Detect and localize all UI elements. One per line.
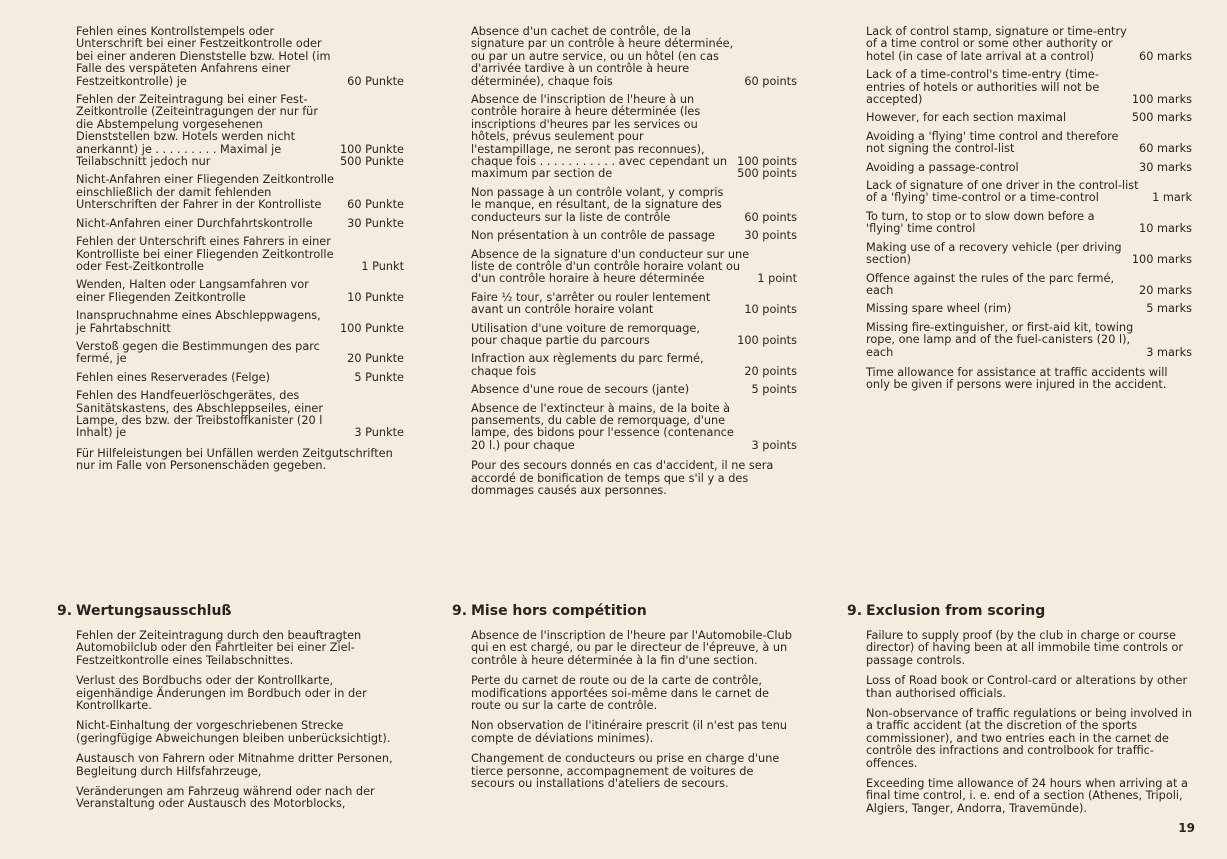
penalty-value: 100 marks (1131, 253, 1192, 267)
penalty-value: 30 points (744, 229, 797, 243)
french-section-9 (452, 602, 797, 798)
penalty-value: 60 Punkte (347, 74, 404, 88)
penalty-value: 60 Punkte (347, 198, 404, 212)
penalty-text: Utilisation d'une voiture de remorquage, pour chaque partie du parcours (471, 321, 700, 347)
penalty-values (340, 323, 404, 335)
penalty-value: 500 points (737, 167, 797, 181)
penalty-text: Lack of signature of one driver in the control-list of a 'flying' time-control or a time-control (866, 179, 1139, 205)
penalty-values (347, 218, 404, 230)
penalty-value: 100 points (737, 155, 797, 169)
section-title: Exclusion from scoring (866, 603, 1046, 619)
penalty-values (744, 366, 797, 378)
penalty-text: Fehlen der Unterschrift eines Fahrers in einer Kontrolliste bei einer Fliegenden Zeitkontrolle oder Fest-Zeitkontrolle (76, 235, 334, 273)
penalty-text: Avoiding a passage-control (866, 160, 1019, 174)
penalty-values (347, 353, 404, 365)
penalty-entry (866, 242, 1192, 267)
penalty-value: 3 points (751, 438, 797, 452)
penalty-entry (866, 273, 1192, 298)
penalty-entry (76, 236, 404, 273)
penalty-entry (471, 26, 797, 88)
penalty-text: Lack of control stamp, signature or time-entry of a time control or some other authority or hotel (in case of late arrival at a control) (866, 25, 1127, 63)
penalty-values (1139, 285, 1192, 297)
penalty-values (1132, 112, 1192, 124)
penalty-values (1146, 303, 1192, 315)
section-number: 9. (452, 603, 468, 619)
penalty-values (1139, 223, 1192, 235)
penalty-value: 10 points (744, 303, 797, 317)
section-item: Austausch von Fahrern oder Mitnahme dritter Personen, Begleitung durch Hilfsfahrzeuge, (76, 752, 393, 778)
penalty-entry (471, 353, 797, 378)
penalty-entry (866, 112, 1192, 124)
penalty-values (1132, 94, 1192, 106)
penalty-value: 1 Punkt (361, 259, 404, 273)
penalty-value: 500 marks (1131, 111, 1192, 125)
penalty-text: Avoiding a 'flying' time control and therefore not signing the control-list (866, 129, 1119, 156)
penalty-value: 100 Punkte (339, 142, 404, 156)
penalty-text: To turn, to stop or to slow down before a 'flying' time control (866, 209, 1095, 236)
penalty-values (744, 304, 797, 316)
penalty-text: Absence de l'extincteur à mains, de la boite à pansements, du cable de remorquage, d'une lampe, des bidons pour l'essence (contenance 20 l.) pour chaque (471, 401, 734, 452)
penalty-text: However, for each section maximal (866, 111, 1067, 125)
penalty-value: 60 points (744, 74, 797, 88)
penalty-entry (76, 390, 404, 440)
section-item: Verlust des Bordbuchs oder der Kontrollkarte, eigenhändige Änderungen im Bordbuch oder in der Kontrollkarte. (76, 674, 367, 713)
penalty-value: 30 marks (1139, 160, 1192, 174)
penalty-values (737, 156, 797, 181)
page-number: 19 (1178, 821, 1195, 835)
penalty-entry (866, 303, 1192, 315)
penalty-value: 5 points (751, 383, 797, 397)
penalty-entry (76, 310, 404, 335)
penalty-value: 500 Punkte (339, 155, 404, 169)
penalty-values (752, 440, 797, 452)
penalty-entry (76, 372, 404, 384)
penalty-entry (76, 341, 404, 366)
section-heading (452, 602, 797, 620)
penalty-values (354, 372, 404, 384)
section-title: Mise hors compétition (471, 603, 647, 619)
penalty-entry (866, 26, 1192, 63)
french-penalty-list (471, 26, 797, 497)
penalty-text: Missing fire-extinguisher, or first-aid kit, towing rope, one lamp and of the fuel-canisters (20 l), each (866, 320, 1134, 359)
penalty-entry (471, 249, 797, 286)
penalty-values (354, 427, 404, 439)
penalty-values (737, 335, 797, 347)
penalty-values (1146, 347, 1192, 359)
section-heading (847, 602, 1192, 620)
penalty-text: Fehlen eines Kontrollstempels oder Unterschrift bei einer Festzeitkontrolle oder bei einer anderen Dienststelle bzw. Hotel (im Falle des verspäteten Anfahrens einer Festzeitkontrolle) je (76, 25, 331, 88)
penalty-values (744, 76, 797, 88)
penalty-entry (471, 403, 797, 453)
penalty-values (1139, 143, 1192, 155)
penalty-value: 20 points (744, 364, 797, 378)
penalty-value: 60 points (744, 210, 797, 224)
penalty-entry (866, 322, 1192, 359)
penalty-text: Fehlen der Zeiteintragung bei einer Fest-Zeitkontrolle (Zeiteintragungen der nur für die Abstempelung vorgesehenen Dienststellen bzw. Hotels werden nicht anerkannt) je . . . . . . . . . Maximal je Teilabschnitt jedoch nur (76, 93, 318, 169)
penalty-text: Nicht-Anfahren einer Fliegenden Zeitkontrolle einschließlich der damit fehlenden Unterschriften der Fahrer in der Kontrolliste (76, 173, 335, 212)
penalty-entry (76, 218, 404, 230)
section-item: Nicht-Einhaltung der vorgeschriebenen Strecke (geringfügige Abweichungen bleiben unberücksichtigt). (76, 719, 391, 745)
penalty-value: 20 Punkte (347, 352, 404, 366)
section-number: 9. (847, 603, 863, 619)
penalty-text: Infraction aux règlements du parc fermé, chaque fois (471, 352, 704, 378)
penalty-value: 30 Punkte (347, 216, 404, 230)
penalty-value: 1 point (757, 272, 797, 286)
german-penalty-list (76, 26, 404, 473)
penalty-text: Lack of a time-control's time-entry (time-entries of hotels or authorities will not be accepted) (866, 68, 1100, 107)
penalty-entry (76, 174, 404, 211)
penalty-values (744, 230, 797, 242)
section-item: Non observation de l'itinéraire prescrit (il n'est pas tenu compte de déviations minimes). (471, 719, 788, 745)
section-item: Perte du carnet de route ou de la carte de contrôle, modifications apportées soi-même dans le carnet de route ou sur la carte de contrôle. (471, 674, 769, 713)
penalty-values (1152, 192, 1192, 204)
penalty-value: 5 marks (1146, 302, 1192, 316)
penalty-text: Absence d'un cachet de contrôle, de la signature par un contrôle à heure déterminée, ou par un autre service, ou un hôtel (en cas d'arrivée tardive à un contrôle à heure déterminée), chaque fois (471, 25, 734, 88)
penalty-values (347, 76, 404, 88)
penalty-entry (76, 26, 404, 88)
penalty-text: Non présentation à un contrôle de passage (471, 229, 715, 243)
penalty-entry (471, 323, 797, 348)
penalty-value: 3 marks (1146, 345, 1192, 359)
penalty-value: 1 mark (1152, 191, 1192, 205)
penalty-text: Offence against the rules of the parc fermé, each (866, 271, 1115, 297)
penalty-entry (76, 279, 404, 304)
penalty-text: Missing spare wheel (rim) (866, 302, 1012, 316)
penalty-values (1139, 51, 1192, 63)
penalty-text: Absence d'une roue de secours (jante) (471, 383, 690, 397)
section-item: Failure to supply proof (by the club in charge or course director) of having been at all immobile time controls or passage controls. (866, 629, 1184, 667)
penalty-values (757, 273, 797, 285)
penalty-entry (866, 131, 1192, 156)
penalty-entry (471, 384, 797, 396)
section-item: Veränderungen am Fahrzeug während oder nach der Veranstaltung oder Austausch des Motorblocks, (76, 785, 375, 811)
penalty-values (744, 212, 797, 224)
penalty-entry (76, 94, 404, 168)
penalty-entry (471, 292, 797, 317)
penalty-entry (866, 69, 1192, 106)
penalty-value: 5 Punkte (354, 370, 404, 384)
penalty-text: Wenden, Halten oder Langsamfahren vor einer Fliegenden Zeitkontrolle (76, 278, 309, 304)
penalty-value: 100 marks (1131, 93, 1192, 107)
penalty-value: 60 marks (1139, 142, 1192, 156)
assistance-note: Für Hilfeleistungen bei Unfällen werden Zeitgutschriften nur im Falle von Personenschäden gegeben. (76, 446, 393, 473)
penalty-values (347, 199, 404, 211)
penalty-text: Non passage à un contrôle volant, y compris le manque, en résultant, de la signature des conducteurs sur la liste de contrôle (471, 185, 724, 224)
english-section-9 (847, 602, 1193, 823)
penalty-values (361, 261, 404, 273)
penalty-values (752, 384, 797, 396)
section-item: Absence de l'inscription de l'heure par l'Automobile-Club qui en est chargé, ou par le directeur de l'épreuve, à un contrôle à heure déterminée à la fin d'une section. (471, 629, 792, 667)
penalty-text: Inanspruchnahme eines Abschleppwagens, je Fahrtabschnitt (76, 309, 321, 335)
penalty-value: 60 marks (1139, 49, 1192, 63)
penalty-entry (471, 94, 797, 181)
penalty-text: Nicht-Anfahren einer Durchfahrtskontrolle (76, 216, 313, 230)
penalty-value: 20 marks (1139, 283, 1192, 297)
section-number: 9. (57, 603, 73, 619)
penalty-text: Verstoß gegen die Bestimmungen des parc fermé, je (76, 339, 320, 366)
assistance-note: Pour des secours donnés en cas d'accident, il ne sera accordé de bonification de temps que s'il y a des dommages causés aux personnes. (471, 459, 774, 497)
penalty-value: 10 marks (1139, 222, 1192, 236)
penalty-entry (471, 230, 797, 242)
section-heading (57, 602, 404, 620)
penalty-values (347, 292, 404, 304)
penalty-value: 10 Punkte (347, 290, 404, 304)
section-item: Non-observance of traffic regulations or being involved in a traffic accident (at the discretion of the sports commissioner), and two entries each in the carnet de contrôle des infractions and controlbook for traffic-offences. (866, 707, 1193, 770)
penalty-value: 3 Punkte (354, 426, 404, 440)
penalty-text: Making use of a recovery vehicle (per driving section) (866, 240, 1122, 267)
section-item: Loss of Road book or Control-card or alterations by other than authorised officials. (866, 674, 1188, 700)
penalty-values (1132, 254, 1192, 266)
penalty-text: Faire ½ tour, s'arrêter ou rouler lentement avant un contrôle horaire volant (471, 290, 711, 317)
penalty-values (340, 144, 404, 169)
section-item: Changement de conducteurs ou prise en charge d'une tierce personne, accompagnement de voitures de secours ou installations d'ateliers de secours. (471, 752, 780, 791)
section-title: Wertungsausschluß (76, 603, 232, 619)
penalty-text: Absence de la signature d'un conducteur sur une liste de contrôle d'un contrôle horaire volant ou d'un contrôle horaire à heure déterminée (471, 247, 750, 286)
penalty-entry (866, 211, 1192, 236)
assistance-note: Time allowance for assistance at traffic accidents will only be given if persons were injured in the accident. (866, 365, 1168, 392)
german-section-9 (57, 602, 404, 819)
penalty-entry (866, 162, 1192, 174)
penalty-values (1139, 162, 1192, 174)
english-penalty-list (866, 26, 1192, 392)
penalty-text: Fehlen eines Reserverades (Felge) (76, 370, 270, 384)
penalty-value: 100 Punkte (339, 321, 404, 335)
section-item: Exceeding time allowance of 24 hours when arriving at a final time control, i. e. end of a section (Athenes, Tripoli, Algiers, Tanger, Andorra, Travemünde). (866, 777, 1188, 815)
section-item: Fehlen der Zeiteintragung durch den beauftragten Automobilclub oder den Fahrtleiter bei einer Ziel-Festzeitkontrolle eines Teilabschnittes. (76, 629, 362, 667)
penalty-text: Absence de l'inscription de l'heure à un contrôle horaire à heure déterminée (les inscriptions d'heures par les services ou hôtels, prévus seulement pour l'estampillage, ne seront pas reconnues), chaque fois . . . . . . . . . . . avec cependant un maximum par section de (471, 93, 728, 181)
penalty-entry (866, 180, 1192, 205)
penalty-value: 100 points (737, 333, 797, 347)
penalty-text: Fehlen des Handfeuerlöschgerätes, des Sanitätskastens, des Abschleppseiles, einer Lampe, des bzw. der Treibstoffkanister (20 l Inhalt) je (76, 389, 323, 440)
penalty-entry (471, 187, 797, 224)
